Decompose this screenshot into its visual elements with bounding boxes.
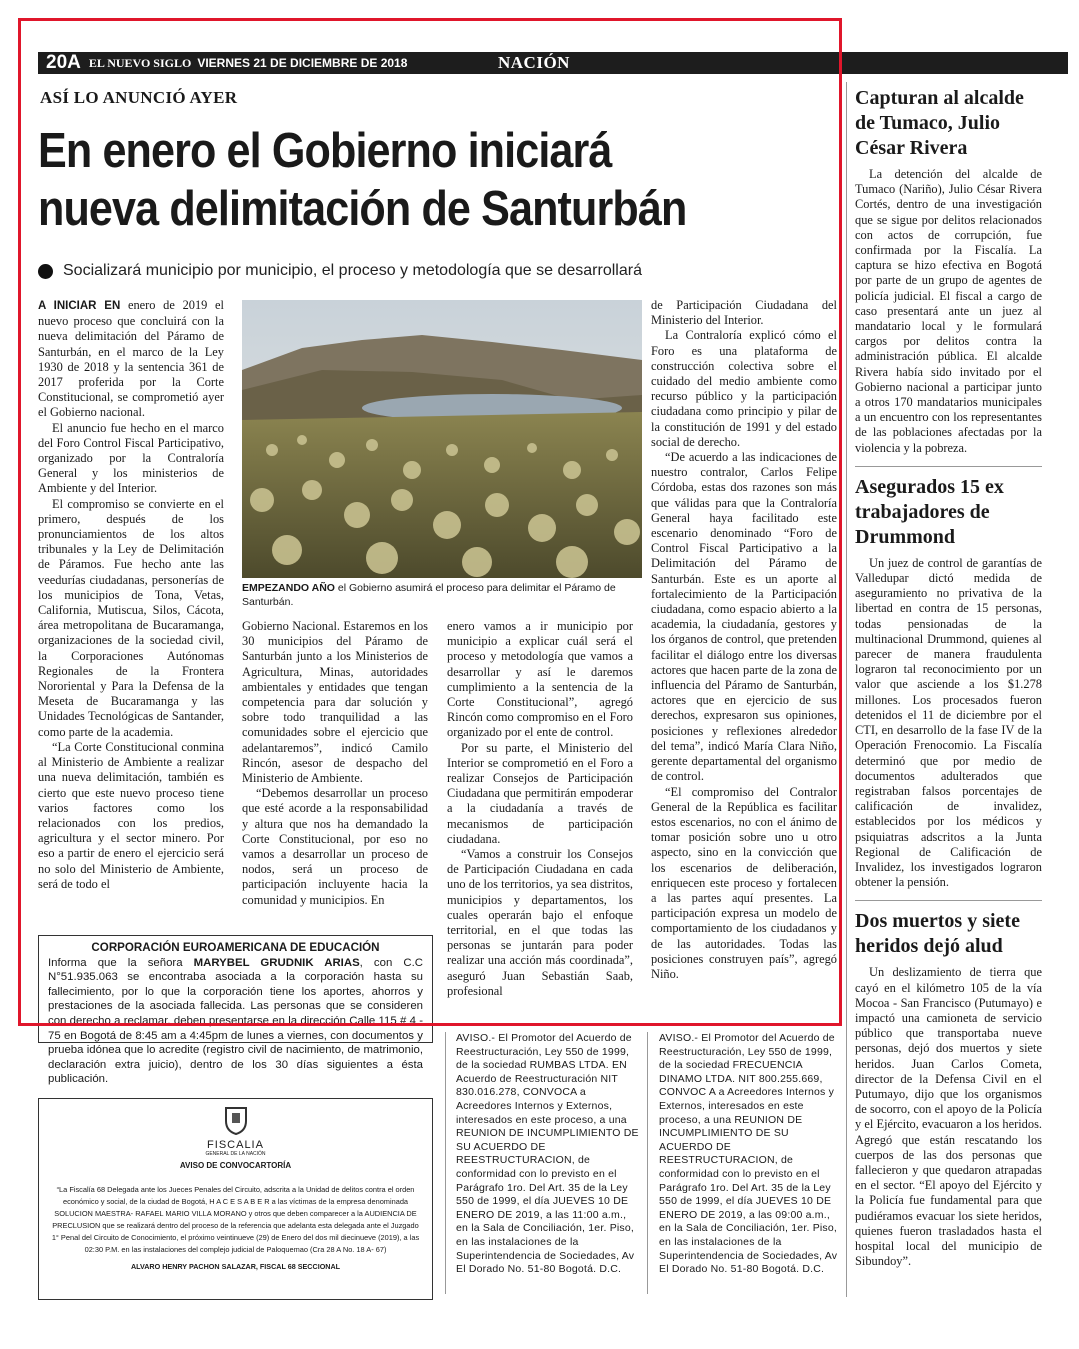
fiscalia-body: “La Fiscalía 68 Delegada ante los Jueces Penales del Circuito, adscrita a la Unidad de delitos contra el orden económico y social, de la ciudad de Bogotá, H A C E S A B E R a las víctimas de la empresa denominada SOLUCION MAESTRA- RAFAEL MARIO VILLA MORANO y otros que deben comparecer a la AUDIENCIA DE PRECLUSION que se realizará dentro del proceso de la referencia que adelanta esta delegada ante el Juzgado 1° Penal del Circuito de Conocimiento, el próximo veintinueve (29) de Enero del dos mil diecinueve (2019), a las 02:30 P.M. en las instalaciones del complejo judicial de Paloquemao (Cra 28 A No. 18 A- 67) — [51, 1185, 420, 1254]
sidebar-story: Un deslizamiento de tierra que cayó en el kilómetro 105 de la vía Mocoa - San Francisco (Putumayo) e impactó una camioneta de servicio público que transportaba nueve personas, dejó dos muertos y siete heridos. Juan Carlos Cometa, director de la Defensa Civil en el Putumayo, dijo que los organismos de socorro, con el apoyo de la Policía y el Ejército, evacuaron a los heridos. Agregó que están rescatando los cuerpos de las dos personas que fallecieron y que quedaron atrapadas en el sector. “El apoyo del Ejército y la Policía fue fundamental para que pudiéramos evacuar los siete heridos, quienes fueron trasladados hasta el hospital local del municipio de Sibundoy”. — [855, 965, 1042, 1269]
paragraph: “Vamos a construir los Consejos de Participación Ciudadana en cada uno de los territorios, ya sea distritos, municipios y departamentos, los cuales operarán bajo el enfoque territorial, en el que todas las personas se juntarán para poder realizar una acción más coordinada”, aseguró Juan Sebastián Saab, profesional — [447, 847, 633, 998]
caption-lead: EMPEZANDO AÑO — [242, 582, 335, 594]
fiscalia-title: AVISO DE CONVOCARTORÍA — [179, 1161, 292, 1170]
paragraph: “De acuerdo a las indicaciones de nuestro contralor, Carlos Felipe Córdoba, estas dos razones son más que válidas para que la Contraloría General haya facilitado este escenario denominado “Foro de Control Fiscal Participativo a la Delimitación del Páramo de Santurbán. Este es un aporte al fortalecimiento de la Participación ciudadana, como espacio abierto a la academia, la ciudadanía, gestores y los órganos de control, que pretenden facilitar el diálogo entre los diversas actores que hacen parte de la zona de influencia del Páramo de Santurbán, actores que en ejercicio de sus derechos, expresaron sus opiniones, posiciones y reflexiones alrededor del tema”, indicó María Clara Niño, gerente departamental del organismo de control. — [651, 450, 837, 784]
coat-of-arms-icon — [223, 1105, 249, 1135]
caption-text: el Gobierno asumirá el proceso para delimitar el Páramo de Santurbán. — [242, 582, 616, 608]
lead-in: A INICIAR EN — [38, 300, 121, 312]
sidebar-headline: Asegurados 15 ex trabajadores de Drummond — [855, 475, 1004, 548]
aviso-divider — [647, 1032, 648, 1294]
article-kicker: ASÍ LO ANUNCIÓ AYER — [40, 88, 238, 107]
paragraph: A INICIAR EN enero de 2019 el nuevo proceso que concluirá con la nueva delimitación del Páramo de Santurbán, en el marco de la Ley 1930 de 2018 y la sentencia 361 de 2017 proferida por la Corte Constitucional, se comprometió ayer el Gobierno nacional. — [38, 298, 224, 420]
highlight-frame — [18, 18, 842, 1026]
paragraph: de Participación Ciudadana del Ministerio del Interior. — [651, 298, 837, 328]
issue-date: VIERNES 21 DE DICIEMBRE DE 2018 — [197, 56, 408, 70]
subhead-text: Socializará municipio por municipio, el proceso y metodología que se desarrollará — [63, 262, 642, 279]
sidebar-story: La detención del alcalde de Tumaco (Nariño), Julio César Rivera Cortés, dentro de una investigación que se sigue por delitos relacionados con actos de corrupción, fue confirmada por la Fiscalía. La captura se hizo efectiva en Bogotá por parte de un grupo de agentes de policía judicial. El fiscal a cargo de caso presentará ante un juez al mandatario local y le formulará cargos por delitos contra la administración pública. El alcalde Rivera había sido invitado por el Gobierno nacional a participar junto a otros 170 mandatarios municipales a un encuentro con los representantes de las poblaciones afectadas por la violencia y la pobreza. — [855, 167, 1042, 455]
fiscalia-logo: FISCALIA GENERAL DE LA NACIÓN — [39, 1105, 432, 1158]
notice-title: CORPORACIÓN EUROAMERICANA DE EDUCACIÓN — [91, 941, 380, 954]
aviso-divider — [445, 1032, 446, 1294]
headline-line-1: En enero el Gobierno iniciará — [38, 124, 612, 178]
sidebar-headline: Capturan al alcalde de Tumaco, Julio César Rivera — [855, 87, 1024, 159]
section-name: NACIÓN — [498, 53, 570, 72]
fiscalia-notice — [38, 1098, 433, 1300]
paragraph: La Contraloría explicó cómo el Foro es una plataforma de construcción colectiva sobre el cuidado del medio ambiente como recurso público y la participación ciudadana como principio y pilar de la constitución de 1991 y del estado social de derecho. — [651, 328, 837, 449]
sidebar-rule — [855, 900, 1042, 901]
paper-name: EL NUEVO SIGLO — [88, 55, 192, 70]
paragraph: El compromiso se convierte en el primero, después de los pronunciamientos de los altos tribunales y la Ley de Delimitación de Páramos. Fue hecho ante las veedurías ciudadanas, personerías de los municipios de Tona, Vetas, California, Mutiscua, Silos, Cácota, área metropolitana de Bucaramanga, organizaciones de la sociedad civil, la Corporaciones Autónomas Regionales de la Frontera Nororiental y Para la Defensa de la Meseta de Bucaramanga y las Unidades Tecnológicas de Santander, como parte de la academia. — [38, 496, 224, 739]
page-number: 20A — [46, 52, 81, 73]
notice-body: Informa que la señora MARYBEL GRUDNIK ARIAS, con C.C N°51.935.063 se encontraba asociada a la corporación hasta su fallecimiento, por lo que la corporación tiene los aportes, ahorros y prestaciones de la asociada fallecida. Las personas que se consideren con derecho a reclamar, deben presentarse en la dirección Calle 115 # 4 - 75 en Bogotá de 8:45 am a 4:45pm de lunes a viernes, con documentos y prueba idónea que lo acredite (registro civil de nacimiento, de matrimonio, declaración extra juicio), dentro de los 30 días siguientes a ésta publicación. — [48, 956, 423, 1086]
paragraph: Gobierno Nacional. Estaremos en los 30 municipios del Páramo de Santurbán junto a los Ministerios de Agricultura, Minas, autoridades ambientales y entidades que tengan competencia para dar solución y sobre todo tranquilidad a las comunidades sobre el ejercicio que adelantaremos”, indicó Camilo Rincón, asesor de despacho del Ministerio de Ambiente. — [242, 619, 428, 786]
paragraph: “El compromiso del Contralor General de la República es facilitar estos escenarios, no con el ánimo de tomar posición sobre uno u otro aspecto, sino en la convicción que los escenarios de deliberación, enriquecen este proceso y fortalecen a las partes aquí presentes. La participación expresa un modelo de comportamiento de los ciudadanos y de las autoridades. Todas las posiciones construyen país”, agregó Niño. — [651, 784, 837, 981]
sidebar-headline: Dos muertos y siete heridos dejó alud — [855, 910, 1020, 958]
sidebar — [855, 86, 1042, 1269]
sidebar-rule — [855, 466, 1042, 467]
paragraph: “La Corte Constitucional conmina al Ministerio de Ambiente a realizar una nueva delimitación, también es cierto que este nuevo proceso tiene varios factores como los relacionados con los predios, agricultura y el sector minero. Por eso a partir de enero el ejercicio será no solo del Ministerio de Ambiente, será de todo el — [38, 739, 224, 891]
sidebar-story: Un juez de control de garantías de Valledupar dictó medida de aseguramiento no privativa de la libertad en contra de 15 personas, todas pensionadas de la multinacional Drummond, quienes al parecer de manera fraudulenta lograron tal reconocimiento por un valor que asciende a los $1.278 millones. Los procesados fueron detenidos el 11 de diciembre por el CTI, en desarrollo de la fase IV de la Operación Frenocomio. La Fiscalía determinó que por medio de documentos adulterados que registraban falsos porcentajes de calificación de invalidez, establecidos por los médicos y psiquiatras adscritos a la Junta Regional de Calificación de Invalidez, los investigados lograron obtener la pensión. — [855, 555, 1042, 890]
column-divider — [846, 82, 847, 1297]
aviso-frecuencia: AVISO.- El Promotor del Acuerdo de Reestructuración, Ley 550 de 1999, de la sociedad FRECUENCIA DINAMO LTDA. NIT 800.255.669, CONVOC A a Acreedores Internos y Externos, interesados en este proceso, a una REUNION DE INCUMPLIMIENTO DE SU ACUERDO DE REESTRUCTURACION, de conformidad con lo previsto en el Parágrafo 1ro. Del Art. 35 de la Ley 550 de 1999, el día JUEVES 10 DE ENERO DE 2019, a las 09:00 a.m., en la Sala de Conciliación, 1er. Piso, en las instalaciones de la Superintendencia de Sociedades, Av El Dorado No. 51-80 Bogotá. D.C. — [659, 1032, 838, 1276]
paragraph: El anuncio fue hecho en el marco del Foro Control Fiscal Participativo, organizado por la Contraloría General y los ministerios de Ambiente y del Interior. — [38, 420, 224, 496]
fiscalia-signature: ALVARO HENRY PACHON SALAZAR, FISCAL 68 SECCIONAL — [130, 1262, 341, 1271]
notice-name: MARYBEL GRUDNIK ARIAS — [193, 956, 360, 969]
aviso-rumbas: AVISO.- El Promotor del Acuerdo de Reestructuración, Ley 550 de 1999, de la sociedad RUMBAS LTDA. EN Acuerdo de Reestructuración NIT 830.016.278, CONVOCA a Acreedores Internos y Externos, interesados en este proceso, a una REUNION DE INCUMPLIMIENTO DE SU ACUERDO DE REESTRUCTURACION, de conformidad con lo previsto en el Parágrafo 1ro. Del Art. 35 de la Ley 550 de 1999, el día JUEVES 10 DE ENERO DE 2019, a las 11:00 a.m., en la Sala de Conciliación, 1er. Piso, en las instalaciones de la Superintendencia de Sociedades, Av El Dorado No. 51-80 Bogotá. D.C. — [456, 1032, 639, 1276]
paragraph: enero vamos a ir municipio por municipio a explicar cuál será el proceso y metodología que vamos a desarrollar y así le daremos cumplimiento a la sentencia de la Corte Constitucional”, agregó Rincón como compromiso en el Foro organizado por el ente de control. — [447, 619, 633, 740]
paragraph: Por su parte, el Ministerio del Interior se comprometió en el Foro a realizar Consejos de Participación Ciudadana que permitirán empoderar a la ciudadanía a través de mecanismos de participación ciudadana. — [447, 740, 633, 846]
headline-line-2: nueva delimitación de Santurbán — [38, 182, 687, 236]
paragraph: “Debemos desarrollar un proceso que esté acorde a la responsabilidad y altura que nos ha demandado la Corte Constitucional, por eso no vamos a desarrollar un proceso de nodos, será un proceso de participación incluyente hacia la comunidad y municipios. En — [242, 786, 428, 907]
